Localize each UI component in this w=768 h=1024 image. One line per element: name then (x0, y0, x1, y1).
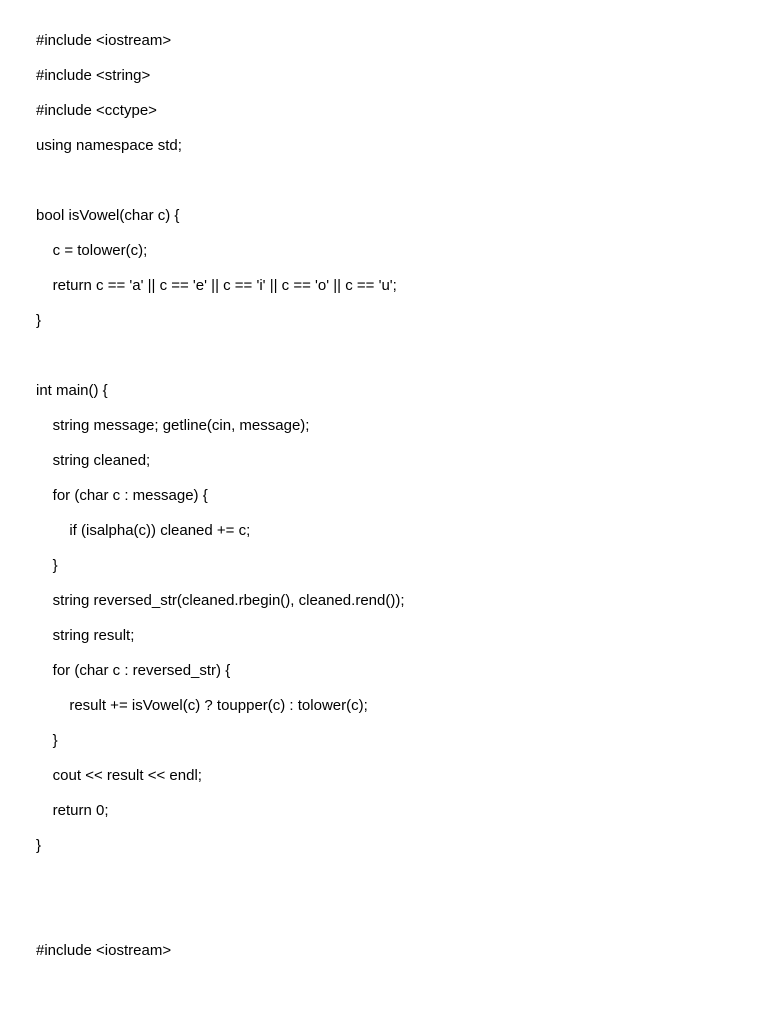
code-line: result += isVowel(c) ? toupper(c) : tolower(c); (36, 697, 368, 714)
blank-line (36, 868, 405, 903)
code-line: int main() { (36, 382, 108, 399)
code-line: string message; getline(cin, message); (36, 417, 310, 434)
code-line: return 0; (36, 802, 109, 819)
code-line: #include <cctype> (36, 102, 157, 119)
code-line: } (36, 837, 42, 854)
code-line: string cleaned; (36, 452, 151, 469)
code-line: #include <string> (36, 67, 151, 84)
code-line: cout << result << endl; (36, 767, 202, 784)
code-line: } (36, 312, 42, 329)
code-line: string reversed_str(cleaned.rbegin(), cleaned.rend()); (36, 592, 405, 609)
code-line: bool isVowel(char c) { (36, 207, 180, 224)
blank-line (36, 903, 405, 938)
code-line: #include <iostream> (36, 32, 172, 49)
blank-line (36, 168, 405, 203)
blank-line (36, 343, 405, 378)
code-line: string result; (36, 627, 135, 644)
code-line: if (isalpha(c)) cleaned += c; (36, 522, 251, 539)
code-line: #include <iostream> (36, 942, 172, 959)
code-line: } (36, 732, 58, 749)
code-listing (36, 28, 405, 973)
code-line: c = tolower(c); (36, 242, 148, 259)
code-line: } (36, 557, 58, 574)
code-line: for (char c : reversed_str) { (36, 662, 231, 679)
code-line: using namespace std; (36, 137, 182, 154)
code-line: for (char c : message) { (36, 487, 208, 504)
code-line: return c == 'a' || c == 'e' || c == 'i' || c == 'o' || c == 'u'; (36, 277, 397, 294)
